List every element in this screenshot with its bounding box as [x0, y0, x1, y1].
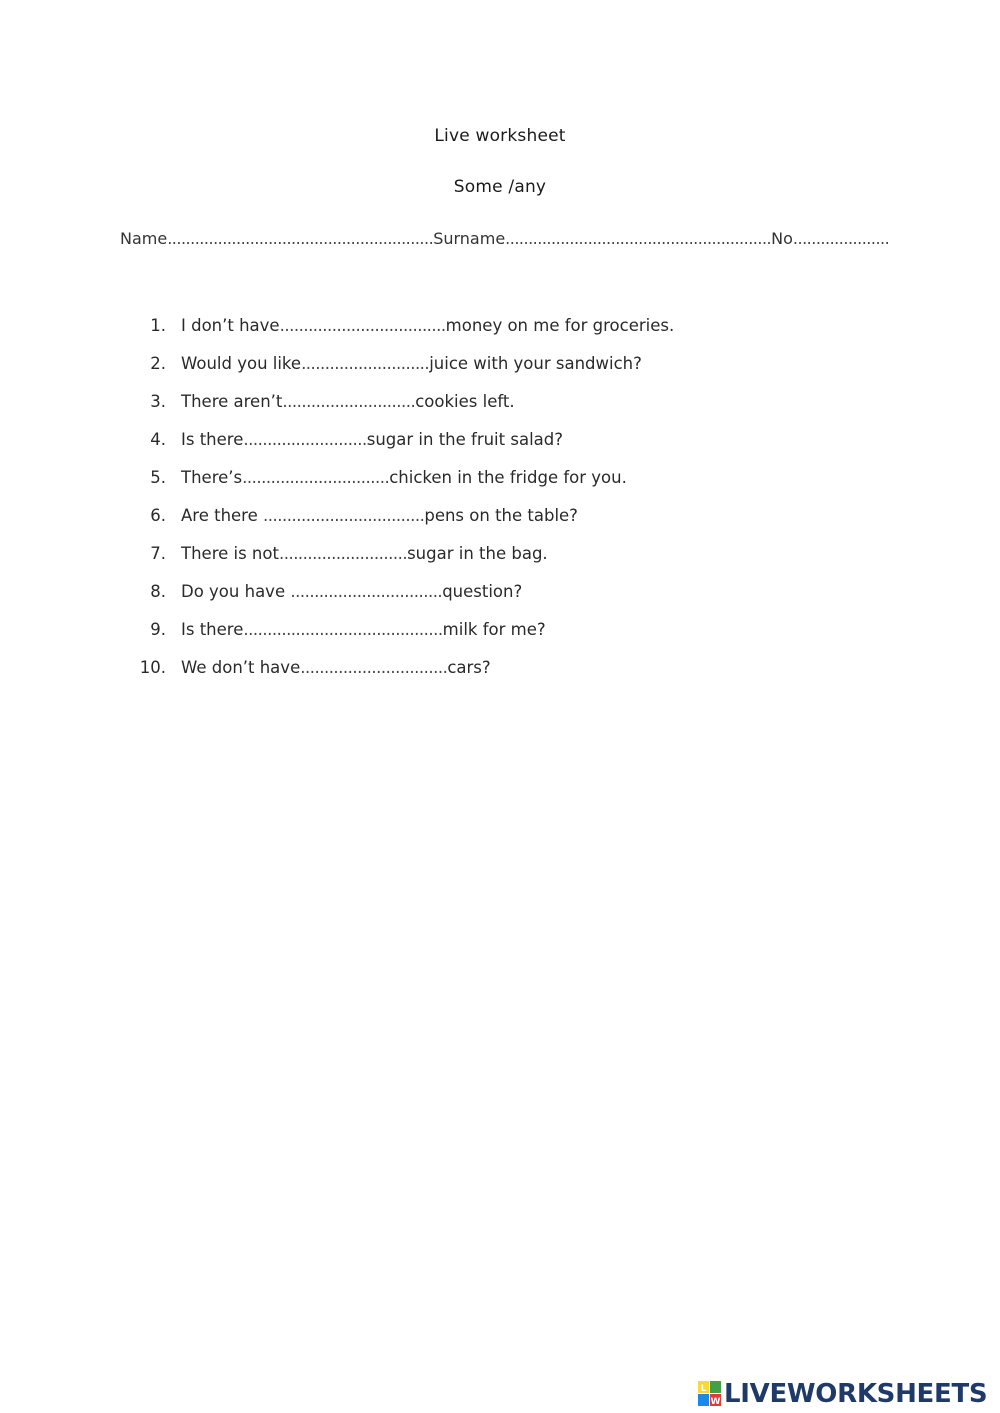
- question-text: There aren’t............................cookies left.: [181, 392, 515, 411]
- question-item: [0, 354, 1000, 392]
- question-item: [0, 316, 1000, 354]
- question-list: [0, 316, 1000, 696]
- question-number: 6.: [150, 506, 166, 525]
- answer-blank[interactable]: ...............................: [242, 468, 390, 487]
- surname-blank[interactable]: ..........................................................: [505, 229, 772, 248]
- answer-blank[interactable]: ...................................: [279, 316, 446, 335]
- question-number: 9.: [150, 620, 166, 639]
- question-item: [0, 582, 1000, 620]
- question-text: There is not...........................sugar in the bag.: [181, 544, 548, 563]
- question-text: Would you like...........................juice with your sandwich?: [181, 354, 642, 373]
- question-text: We don’t have...............................cars?: [181, 658, 491, 677]
- question-number: 2.: [150, 354, 166, 373]
- answer-blank[interactable]: ..........................: [243, 430, 367, 449]
- question-item: [0, 620, 1000, 658]
- liveworksheets-brand[interactable]: [698, 1378, 987, 1410]
- question-item: [0, 544, 1000, 582]
- question-number: 7.: [150, 544, 166, 563]
- answer-blank[interactable]: ................................: [290, 582, 443, 601]
- worksheet-title: Live worksheet: [434, 126, 566, 146]
- liveworksheets-logo-icon: [698, 1381, 722, 1407]
- question-item: [0, 468, 1000, 506]
- question-text: Are there ..................................pens on the table?: [181, 506, 578, 525]
- answer-blank[interactable]: ...........................: [301, 354, 430, 373]
- name-blank[interactable]: ..........................................................: [167, 229, 434, 248]
- answer-blank[interactable]: ..................................: [263, 506, 425, 525]
- question-number: 3.: [150, 392, 166, 411]
- brand-name: LIVEWORKSHEETS: [724, 1379, 988, 1409]
- question-number: 8.: [150, 582, 166, 601]
- logo-letter-l: L: [700, 1384, 707, 1394]
- question-number: 1.: [150, 316, 166, 335]
- question-number: 5.: [150, 468, 166, 487]
- question-item: [0, 430, 1000, 468]
- question-number: 10.: [139, 658, 166, 677]
- question-text: Is there..........................sugar in the fruit salad?: [181, 430, 563, 449]
- answer-blank[interactable]: ...............................: [300, 658, 448, 677]
- answer-blank[interactable]: ...........................: [278, 544, 408, 563]
- student-info-line: [120, 229, 890, 248]
- no-label: No: [771, 229, 793, 248]
- no-blank[interactable]: .....................: [792, 229, 890, 248]
- name-label: Name: [120, 229, 168, 248]
- worksheet-subtitle: Some /any: [453, 177, 547, 197]
- question-item: [0, 506, 1000, 544]
- question-text: I don’t have...................................money on me for groceries.: [181, 316, 675, 335]
- answer-blank[interactable]: ..........................................: [243, 620, 443, 639]
- question-number: 4.: [150, 430, 166, 449]
- question-text: There’s...............................chicken in the fridge for you.: [181, 468, 627, 487]
- question-item: [0, 658, 1000, 696]
- question-item: [0, 392, 1000, 430]
- question-text: Is there..........................................milk for me?: [181, 620, 546, 639]
- question-text: Do you have ................................question?: [181, 582, 523, 601]
- answer-blank[interactable]: ............................: [282, 392, 416, 411]
- surname-label: Surname: [433, 229, 506, 248]
- logo-letter-w: W: [710, 1397, 721, 1407]
